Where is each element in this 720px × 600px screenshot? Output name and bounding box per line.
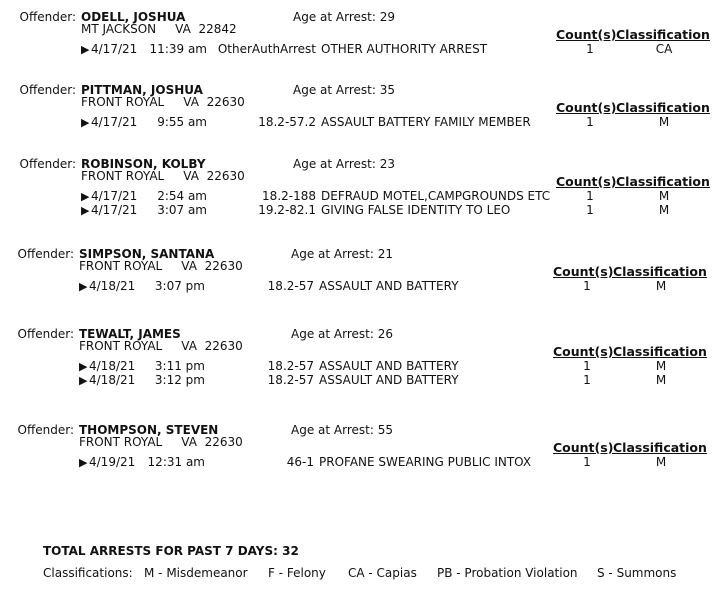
charge-description: OTHER AUTHORITY ARREST	[321, 42, 488, 56]
charge-classification: M	[658, 189, 670, 203]
charge-time: 11:39 am	[149, 42, 207, 56]
offender-name: TEWALT, JAMES	[79, 327, 181, 341]
charge-classification: M	[658, 115, 670, 129]
charge-date: 4/18/21	[89, 359, 136, 373]
classification-header: Classification	[613, 440, 707, 455]
counts-header: Count(s)	[556, 174, 617, 189]
charge-date: 4/18/21	[89, 373, 136, 387]
bullet-arrow-icon: ▶	[81, 190, 90, 203]
counts-header: Count(s)	[553, 344, 614, 359]
charge-time: 9:55 am	[157, 115, 207, 129]
charge-date: 4/17/21	[91, 203, 138, 217]
offender-record	[0, 327, 720, 391]
bullet-arrow-icon: ▶	[81, 116, 90, 129]
bullet-arrow-icon: ▶	[81, 204, 90, 217]
classification-legend-probation: PB - Probation Violation	[437, 566, 578, 580]
charge-classification: CA	[655, 42, 673, 56]
age-at-arrest	[293, 10, 395, 24]
charge-description: ASSAULT AND BATTERY	[319, 279, 459, 293]
classification-header: Classification	[616, 174, 710, 189]
offender-name: ODELL, JOSHUA	[81, 10, 186, 24]
offender-record	[0, 247, 720, 311]
charge-date: 4/18/21	[89, 279, 136, 293]
offender-address: MT JACKSON VA 22842	[81, 22, 237, 36]
charge-time: 3:07 pm	[154, 279, 205, 293]
offender-label: Offender:	[17, 423, 74, 437]
age-label: Age at Arrest:	[293, 83, 376, 97]
age-value: 29	[379, 10, 395, 24]
age-label: Age at Arrest:	[291, 247, 374, 261]
charge-row	[0, 455, 720, 469]
charge-code: 18.2-188	[262, 189, 316, 203]
offender-address: FRONT ROYAL VA 22630	[79, 339, 243, 353]
charge-row	[0, 42, 720, 56]
charge-code: 18.2-57	[267, 359, 314, 373]
bullet-arrow-icon: ▶	[79, 360, 88, 373]
charge-description: ASSAULT AND BATTERY	[319, 373, 459, 387]
charge-code: 46-1	[286, 455, 314, 469]
total-arrests	[43, 544, 299, 558]
charge-time: 3:12 pm	[154, 373, 205, 387]
charge-count: 1	[586, 203, 594, 217]
charge-date: 4/17/21	[91, 115, 138, 129]
charge-row	[0, 373, 720, 387]
charge-description: ASSAULT AND BATTERY	[319, 359, 459, 373]
offender-label: Offender:	[19, 83, 76, 97]
age-value: 35	[379, 83, 395, 97]
age-at-arrest	[291, 423, 393, 437]
charge-code: 18.2-57	[267, 279, 314, 293]
age-at-arrest	[291, 327, 393, 341]
classification-legend-felony: F - Felony	[268, 566, 326, 580]
age-at-arrest	[293, 83, 395, 97]
charge-row	[0, 115, 720, 129]
offender-record	[0, 423, 720, 487]
offender-label: Offender:	[19, 10, 76, 24]
age-at-arrest	[293, 157, 395, 171]
offender-record	[0, 10, 720, 74]
charge-description: GIVING FALSE IDENTITY TO LEO	[321, 203, 511, 217]
offender-name: ROBINSON, KOLBY	[81, 157, 206, 171]
charge-time: 2:54 am	[157, 189, 207, 203]
classification-header: Classification	[613, 264, 707, 279]
classification-legend-capias: CA - Capias	[348, 566, 417, 580]
classifications-label: Classifications:	[43, 566, 133, 580]
charge-code: 18.2-57	[267, 373, 314, 387]
charge-time: 3:07 am	[157, 203, 207, 217]
classification-header: Classification	[613, 344, 707, 359]
offender-label: Offender:	[17, 247, 74, 261]
age-label: Age at Arrest:	[293, 10, 376, 24]
charge-code: 19.2-82.1	[258, 203, 316, 217]
age-value: 55	[377, 423, 393, 437]
charge-row	[0, 189, 720, 203]
offender-record	[0, 83, 720, 147]
offender-address: FRONT ROYAL VA 22630	[79, 259, 243, 273]
offender-address: FRONT ROYAL VA 22630	[81, 95, 245, 109]
age-label: Age at Arrest:	[293, 157, 376, 171]
charge-classification: M	[655, 359, 667, 373]
charge-count: 1	[586, 189, 594, 203]
total-value: 32	[282, 544, 299, 558]
offender-label: Offender:	[17, 327, 74, 341]
classification-legend-misdemeanor: M - Misdemeanor	[144, 566, 248, 580]
counts-header: Count(s)	[556, 27, 617, 42]
offender-address: FRONT ROYAL VA 22630	[81, 169, 245, 183]
charge-row	[0, 359, 720, 373]
bullet-arrow-icon: ▶	[79, 456, 88, 469]
charge-count: 1	[586, 115, 594, 129]
offender-label: Offender:	[19, 157, 76, 171]
offender-address: FRONT ROYAL VA 22630	[79, 435, 243, 449]
charge-count: 1	[583, 279, 591, 293]
age-label: Age at Arrest:	[291, 327, 374, 341]
bullet-arrow-icon: ▶	[79, 280, 88, 293]
charge-code: 18.2-57.2	[258, 115, 316, 129]
age-value: 23	[379, 157, 395, 171]
offender-record	[0, 157, 720, 221]
total-label: TOTAL ARRESTS FOR PAST 7 DAYS:	[43, 544, 278, 558]
charge-count: 1	[583, 455, 591, 469]
charge-description: DEFRAUD MOTEL,CAMPGROUNDS ETC	[321, 189, 551, 203]
offender-name: THOMPSON, STEVEN	[79, 423, 219, 437]
charge-date: 4/17/21	[91, 42, 138, 56]
classification-header: Classification	[616, 100, 710, 115]
charge-date: 4/17/21	[91, 189, 138, 203]
charge-time: 3:11 pm	[154, 359, 205, 373]
age-value: 21	[377, 247, 393, 261]
charge-classification: M	[655, 279, 667, 293]
charge-code: OtherAuthArrest	[217, 42, 316, 56]
bullet-arrow-icon: ▶	[81, 43, 90, 56]
charge-count: 1	[583, 373, 591, 387]
counts-header: Count(s)	[556, 100, 617, 115]
offender-name: SIMPSON, SANTANA	[79, 247, 215, 261]
age-label: Age at Arrest:	[291, 423, 374, 437]
charge-time: 12:31 am	[147, 455, 205, 469]
charge-classification: M	[655, 455, 667, 469]
charge-count: 1	[586, 42, 594, 56]
charge-row	[0, 203, 720, 217]
counts-header: Count(s)	[553, 440, 614, 455]
charge-classification: M	[658, 203, 670, 217]
charge-description: ASSAULT BATTERY FAMILY MEMBER	[321, 115, 531, 129]
charge-row	[0, 279, 720, 293]
bullet-arrow-icon: ▶	[79, 374, 88, 387]
classification-legend-summons: S - Summons	[597, 566, 677, 580]
classification-header: Classification	[616, 27, 710, 42]
counts-header: Count(s)	[553, 264, 614, 279]
charge-classification: M	[655, 373, 667, 387]
charge-count: 1	[583, 359, 591, 373]
charge-description: PROFANE SWEARING PUBLIC INTOX	[319, 455, 532, 469]
age-at-arrest	[291, 247, 393, 261]
charge-date: 4/19/21	[89, 455, 136, 469]
offender-name: PITTMAN, JOSHUA	[81, 83, 203, 97]
age-value: 26	[377, 327, 393, 341]
